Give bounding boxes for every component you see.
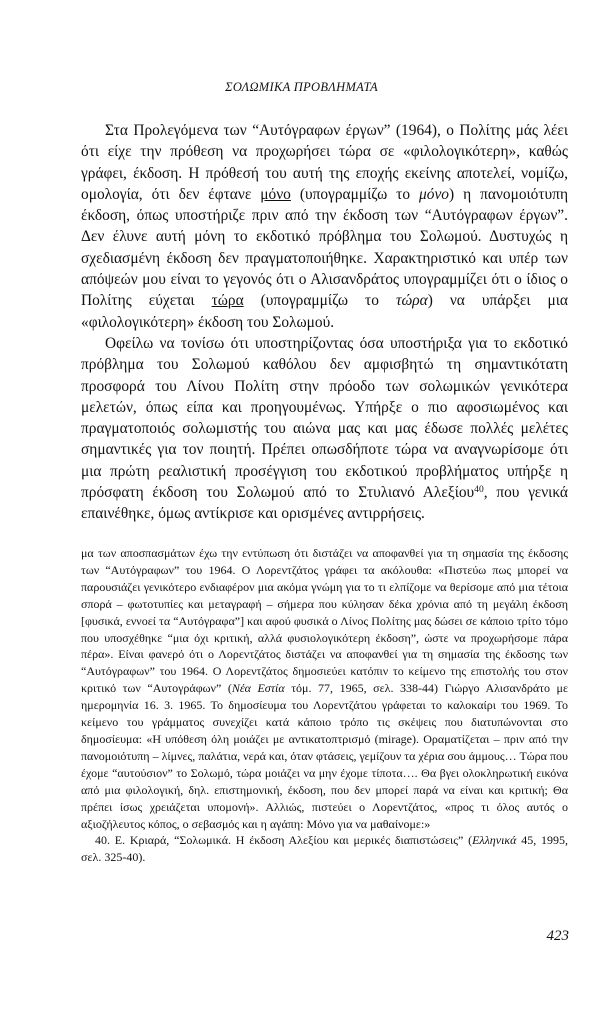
text-run: (υπογραμμίζω το (290, 185, 420, 203)
italic-title: Νέα Εστία (231, 681, 285, 696)
text-run: ) να υπάρξει μια «φιλολογικότερη» έκδοση του Σολωμού. (81, 292, 568, 331)
footnote-40 (81, 832, 568, 866)
text-run: Στα Προλεγόμενα των “Αυτόγραφων έργων” (1964), ο Πολίτης μάς λέει ότι είχε την πρόθεση να προχωρήσει τώρα σε «φιλολογικότερη», καθώς γράφει, έκδοση. Η πρόθεσή του αυτή της εποχής εκείνης αποτελεί, νομίζω, ομολογία, ότι δεν έφτανε (81, 122, 568, 203)
footnotes (81, 545, 568, 866)
text-run: Οφείλω να τονίσω ότι υποστηρίζοντας όσα υποστήριξα για το εκδοτικό πρόβλημα του Σολωμού καθόλου δεν αμφισβητώ τη σημαντικότατη προσφορά του Λίνου Πολίτη στην πρόοδο των σολωμικών γενικότερα μελετών, όπως είπα και προηγουμένως. Υπήρξε ο πιο αφοσιωμένος και πραγματοποιός σολωμιστής του αιώνα μας και μας έδωσε πολλές μελέτες σημαντικές για τον ποιητή. Πρέπει οπωσδήποτε τώρα να αναγνωρίσομε ότι μια πρώτη ρεαλιστική προσέγγιση του εκδοτικού προβλήματος υπήρξε η πρόσφατη έκδοση του Σολωμού από το Στυλιανό Αλεξίου (81, 334, 568, 502)
text-run: μα των αποσπασμάτων έχω την εντύπωση ότι διστάζει να αποφανθεί για τη σημασία της έκδοσης των “Αυτόγραφων” του 1964. Ο Λορεντζάτος γράφει τα ακόλουθα: «Πιστεύω πως μπορεί να παρουσιάζει γενικότερο ενδιαφέρον μια ακόμα γνώμη για το τι ελπίζομε να θερίσομε από μια τέτοια σπορά – φωτοτυπίες και μεταγραφή – σήμερα που κύλησαν δέκα χρόνια από τη μεγάλη έκδοση [φυσικά, εννοεί τα “Αυτόγραφα”] και αφού φυσικά ο Λίνος Πολίτης μας δώσει σε κάποιο τρίτο τόμο που υποσχέθηκε “μια όχι κριτική, αλλά φυσιολογικότερη έκδοση”, ώστε να προχωρήσομε πάρα πέρα». Είναι φανερό ότι ο Λορεντζάτος διστάζει να αποφανθεί για τη σημασία της έκδοσης των “Αυτόγραφων” του 1964. Ο Λορεντζάτος δημοσιεύει κατόπιν το κείμενο της επιστολής του στον κριτικό των “Αυτογράφων” ( (81, 546, 568, 696)
text-run: 45, 1995, σελ. 325-40). (81, 833, 568, 865)
italic-word: μόνο (419, 185, 449, 203)
underlined-word: τώρα (211, 292, 244, 310)
paragraph-1 (81, 120, 568, 333)
page-number: 423 (546, 928, 569, 944)
text-run: , που γενικά επαινέθηκε, όμως αντίκρισε και ορισμένες αντιρρήσεις. (81, 484, 568, 523)
running-head: ΣΟΛΩΜΙΚΑ ΠΡΟΒΛΗΜΑΤΑ (225, 80, 378, 94)
italic-word: τώρα (395, 292, 428, 310)
underlined-word: μόνο (260, 185, 291, 203)
text-run: 40. Ε. Κριαρά, “Σολωμικά. Η έκδοση Αλεξίου και μερικές διαπιστώσεις” ( (95, 833, 473, 848)
footnote-ref-40: 40 (474, 483, 484, 495)
italic-title: Ελληνικά (472, 833, 517, 848)
main-text (81, 120, 568, 525)
paragraph-2 (81, 333, 568, 525)
text-run: ) η πανομοιότυπη έκδοση, όπως υποστήριζε πριν από την έκδοση των “Αυτόγραφων έργων”. Δεν έλυνε αυτή μόνη το εκδοτικό πρόβλημα του Σολωμού. Δυστυχώς η σχεδιασμένη έκδοση δεν πραγματοποιήθηκε. Χαρακτηριστικό και υπέρ των απόψεών μου είναι το γεγονός ότι ο Αλισανδράτος υπογραμμίζει ότι ο ίδιος ο Πολίτης εύχεται (81, 185, 568, 310)
text-run: τόμ. 77, 1965, σελ. 338-44) Γιώργο Αλισανδράτο με ημερομηνία 16. 3. 1965. Το δημοσίευμα του Λορεντζάτου γράφεται το καλοκαίρι του 1969. Το κείμενο του γράμματος συνεχίζει κατά κάποιο τρόπο τις σκέψεις που διατυπώνονται στο δημοσίευμα: «Η υπόθεση όλη μοιάζει με αντικατοπτρισμό (mirage). Οραματίζεται – πριν από την πανομοιότυπη – λίμνες, παλάτια, νερά και, όταν φτάσεις, γεμίζουν τα χέρια σου άμμους… Τώρα που έχομε “αυτούσιον” το Σολωμό, τώρα μοιάζει να μην έχομε τίποτα…. Θα βγει ολοκληρωτική εικόνα από μια φιλολογική, δηλ. επιστημονική, έκδοση, που δεν μπορεί παρά να είναι και κριτική; Θα πρέπει ίσως χρειάζεται υπομονή». Αλλιώς, πιστεύει ο Λορεντζάτος, «προς τι όλος αυτός ο αξιοζήλευτος κόπος, ο σεβασμός και η αγάπη: Μόνο για να μαθαίνομε:» (81, 681, 568, 831)
footnote-continuation (81, 545, 568, 832)
text-run: (υπογραμμίζω το (243, 292, 396, 310)
